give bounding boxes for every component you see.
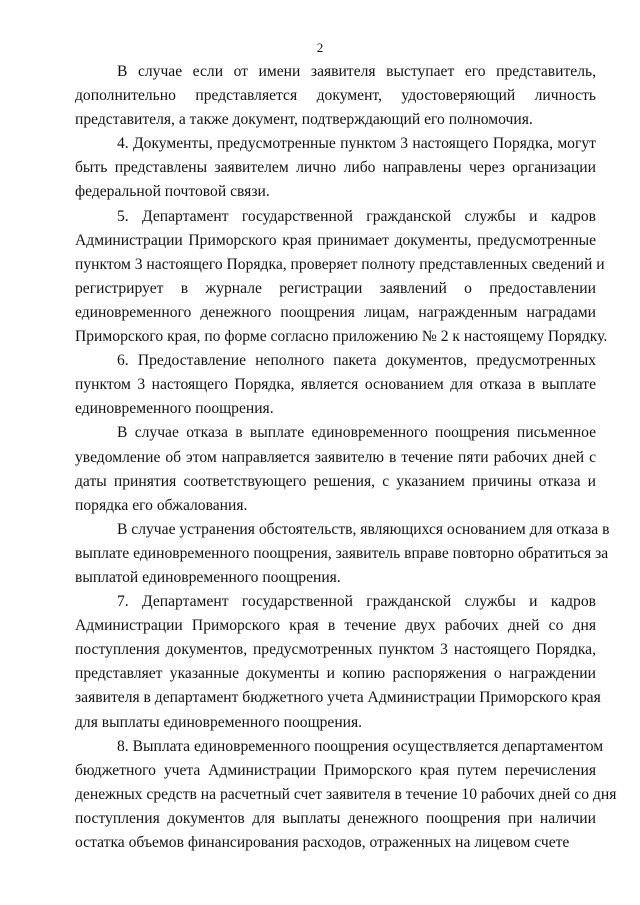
text-line: 8. Выплата единовременного поощрения осуществляется департаментом <box>117 737 604 755</box>
text-line: Приморского края, по форме согласно приложению № 2 к настоящему Порядку. <box>75 328 608 346</box>
text-line: пунктом 3 настоящего Порядка, проверяет полноту представленных сведений и <box>75 255 605 273</box>
text-line: остатка объемов финансирования расходов, отраженных на лицевом счете <box>75 834 570 851</box>
paragraph <box>75 735 617 855</box>
document-body <box>75 60 617 855</box>
text-line: поступления документов для выплаты денежного поощрения при наличии <box>75 809 596 827</box>
text-line: денежных средств на расчетный счет заявителя в течение 10 рабочих дней со дня <box>75 785 617 803</box>
text-line: дополнительно представляется документ, удостоверяющий личность <box>75 87 596 105</box>
paragraph <box>75 132 596 204</box>
text-line: Администрации Приморского края в течение двух рабочих дней со дня <box>75 617 596 635</box>
text-line: федеральной почтовой связи. <box>75 183 270 201</box>
paragraph <box>75 349 596 421</box>
text-line: выплатой единовременного поощрения. <box>75 568 341 586</box>
text-line: для выплаты единовременного поощрения. <box>75 713 363 731</box>
paragraph <box>75 421 596 517</box>
text-line: представителя, а также документ, подтверждающий его полномочия. <box>75 111 533 129</box>
page-number: 2 <box>316 40 324 55</box>
paragraph <box>75 518 610 590</box>
text-line: даты принятия соответствующего решения, с указанием причины отказа и <box>75 472 596 490</box>
text-line: бюджетного учета Администрации Приморского края путем перечисления <box>75 761 596 779</box>
paragraph <box>75 60 596 132</box>
paragraph <box>75 205 608 350</box>
text-line: представляет указанные документы и копию распоряжения о награждении <box>75 665 596 683</box>
paragraph <box>75 590 601 735</box>
text-line: 5. Департамент государственной гражданской службы и кадров <box>117 207 596 225</box>
text-line: быть представлены заявителем лично либо направлены через организации <box>75 159 596 177</box>
text-line: В случае устранения обстоятельств, являющихся основанием для отказа в <box>117 520 610 538</box>
text-line: 4. Документы, предусмотренные пунктом 3 настоящего Порядка, могут <box>117 135 596 153</box>
text-line: пунктом 3 настоящего Порядка, является основанием для отказа в выплате <box>75 376 596 394</box>
text-line: выплате единовременного поощрения, заявитель вправе повторно обратиться за <box>75 544 609 562</box>
text-line: уведомление об этом направляется заявителю в течение пяти рабочих дней с <box>75 448 596 466</box>
text-line: порядка его обжалования. <box>75 496 248 514</box>
text-line: Администрации Приморского края принимает документы, предусмотренные <box>75 231 596 249</box>
text-line: В случае отказа в выплате единовременного поощрения письменное <box>117 424 596 442</box>
text-line: регистрирует в журнале регистрации заявлений о предоставлении <box>75 279 596 297</box>
text-line: 7. Департамент государственной гражданской службы и кадров <box>117 593 596 611</box>
text-line: заявителя в департамент бюджетного учета Администрации Приморского края <box>75 689 601 707</box>
text-line: 6. Предоставление неполного пакета документов, предусмотренных <box>117 352 596 370</box>
text-line: единовременного поощрения. <box>75 400 274 418</box>
text-line: поступления документов, предусмотренных пунктом 3 настоящего Порядка, <box>75 641 596 659</box>
text-line: единовременного денежного поощрения лицам, награжденным наградами <box>75 303 596 321</box>
text-line: В случае если от имени заявителя выступает его представитель, <box>117 63 596 80</box>
